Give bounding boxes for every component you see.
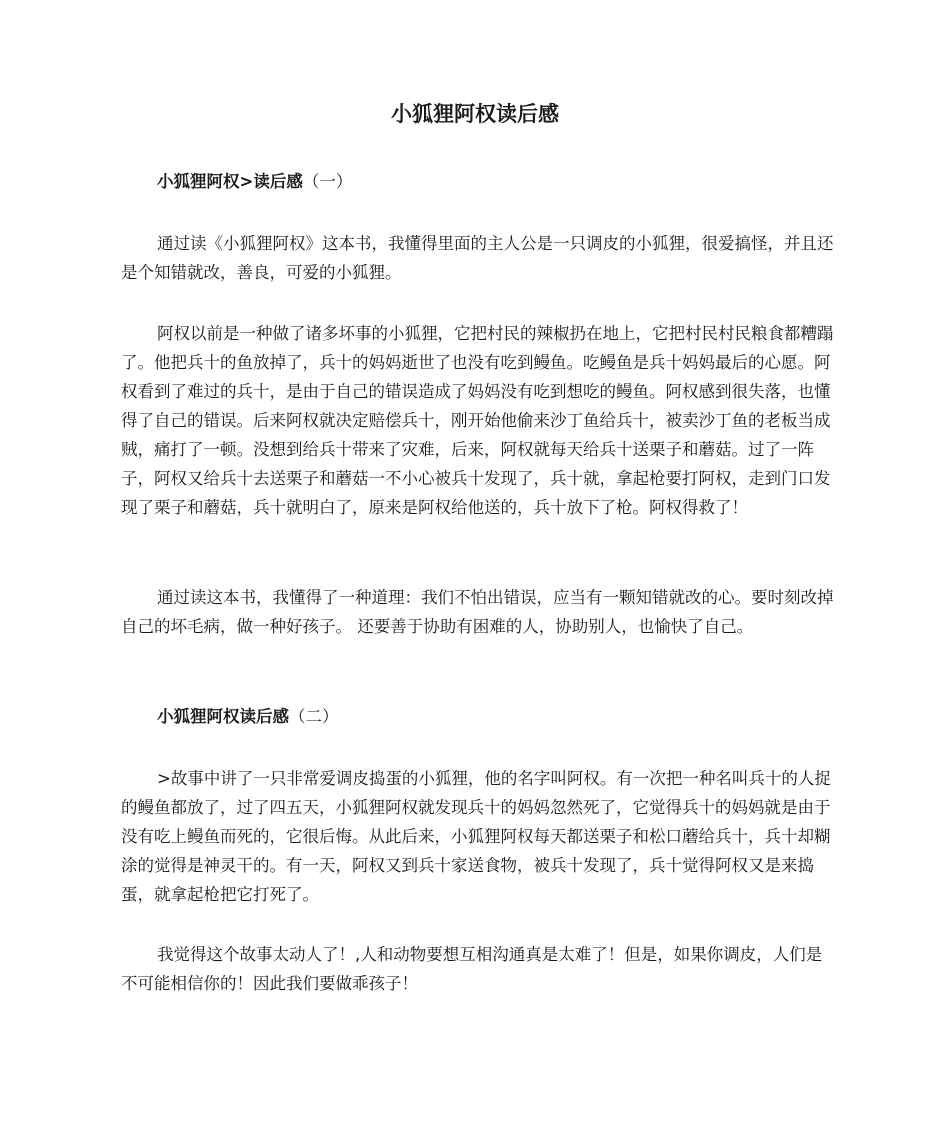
section-2-paragraph-2: 我觉得这个故事太动人了！,人和动物要想互相沟通真是太难了！但是，如果你调皮，人们是不可能相信你的！因此我们要做乖孩子！	[121, 945, 823, 993]
section-1-paragraph-2: 阿权以前是一种做了诸多坏事的小狐狸，它把村民的辣椒扔在地上，它把村民村民粮食都糟蹋了。他把兵十的鱼放掉了，兵十的妈妈逝世了也没有吃到鳗鱼。吃鳗鱼是兵十妈妈最后的心愿。阿权看到了难过的兵十，是由于自己的错误造成了妈妈没有吃到想吃的鳗鱼。阿权感到很失落，也懂得了自己的错误。后来阿权就决定赔偿兵十，刚开始他偷来沙丁鱼给兵十，被卖沙丁鱼的老板当成贼，痛打了一顿。没想到给兵十带来了灾难，后来，阿权就每天给兵十送栗子和蘑菇。过了一阵子，阿权又给兵十去送栗子和蘑菇一不小心被兵十发现了，兵十就，拿起枪要打阿权，走到门口发现了栗子和蘑菇，兵十就明白了，原来是阿权给他送的，兵十放下了枪。阿权得救了！	[121, 324, 834, 517]
section-heading-1-label: 小狐狸阿权>读后感	[157, 172, 303, 191]
section-2-paragraph-1: >故事中讲了一只非常爱调皮捣蛋的小狐狸，他的名字叫阿权。有一次把一种名叫兵十的人捉的鳗鱼都放了，过了四五天，小狐狸阿权就发现兵十的妈妈忽然死了，它觉得兵十的妈妈就是由于没有吃上鳗鱼而死的，它很后悔。从此后来，小狐狸阿权每天都送栗子和松口蘑给兵十，兵十却糊涂的觉得是神灵干的。有一天，阿权又到兵十家送食物，被兵十发现了，兵十觉得阿权又是来捣蛋，就拿起枪把它打死了。	[121, 769, 831, 904]
section-heading-2	[157, 705, 339, 729]
section-heading-1	[157, 170, 352, 194]
section-heading-2-label: 小狐狸阿权读后感	[157, 707, 289, 726]
section-1-paragraph-3: 通过读这本书，我懂得了一种道理：我们不怕出错误，应当有一颗知错就改的心。要时刻改掉自己的坏毛病，做一种好孩子。 还要善于协助有困难的人，协助别人，也愉快了自己。	[121, 588, 834, 636]
section-heading-1-suffix: （一）	[302, 172, 353, 191]
section-heading-2-suffix: （二）	[289, 707, 339, 726]
document-title: 小狐狸阿权读后感	[391, 102, 559, 126]
section-1-paragraph-1: 通过读《小狐狸阿权》这本书，我懂得里面的主人公是一只调皮的小狐狸，很爱搞怪，并且还是个知错就改，善良，可爱的小狐狸。	[121, 234, 834, 282]
